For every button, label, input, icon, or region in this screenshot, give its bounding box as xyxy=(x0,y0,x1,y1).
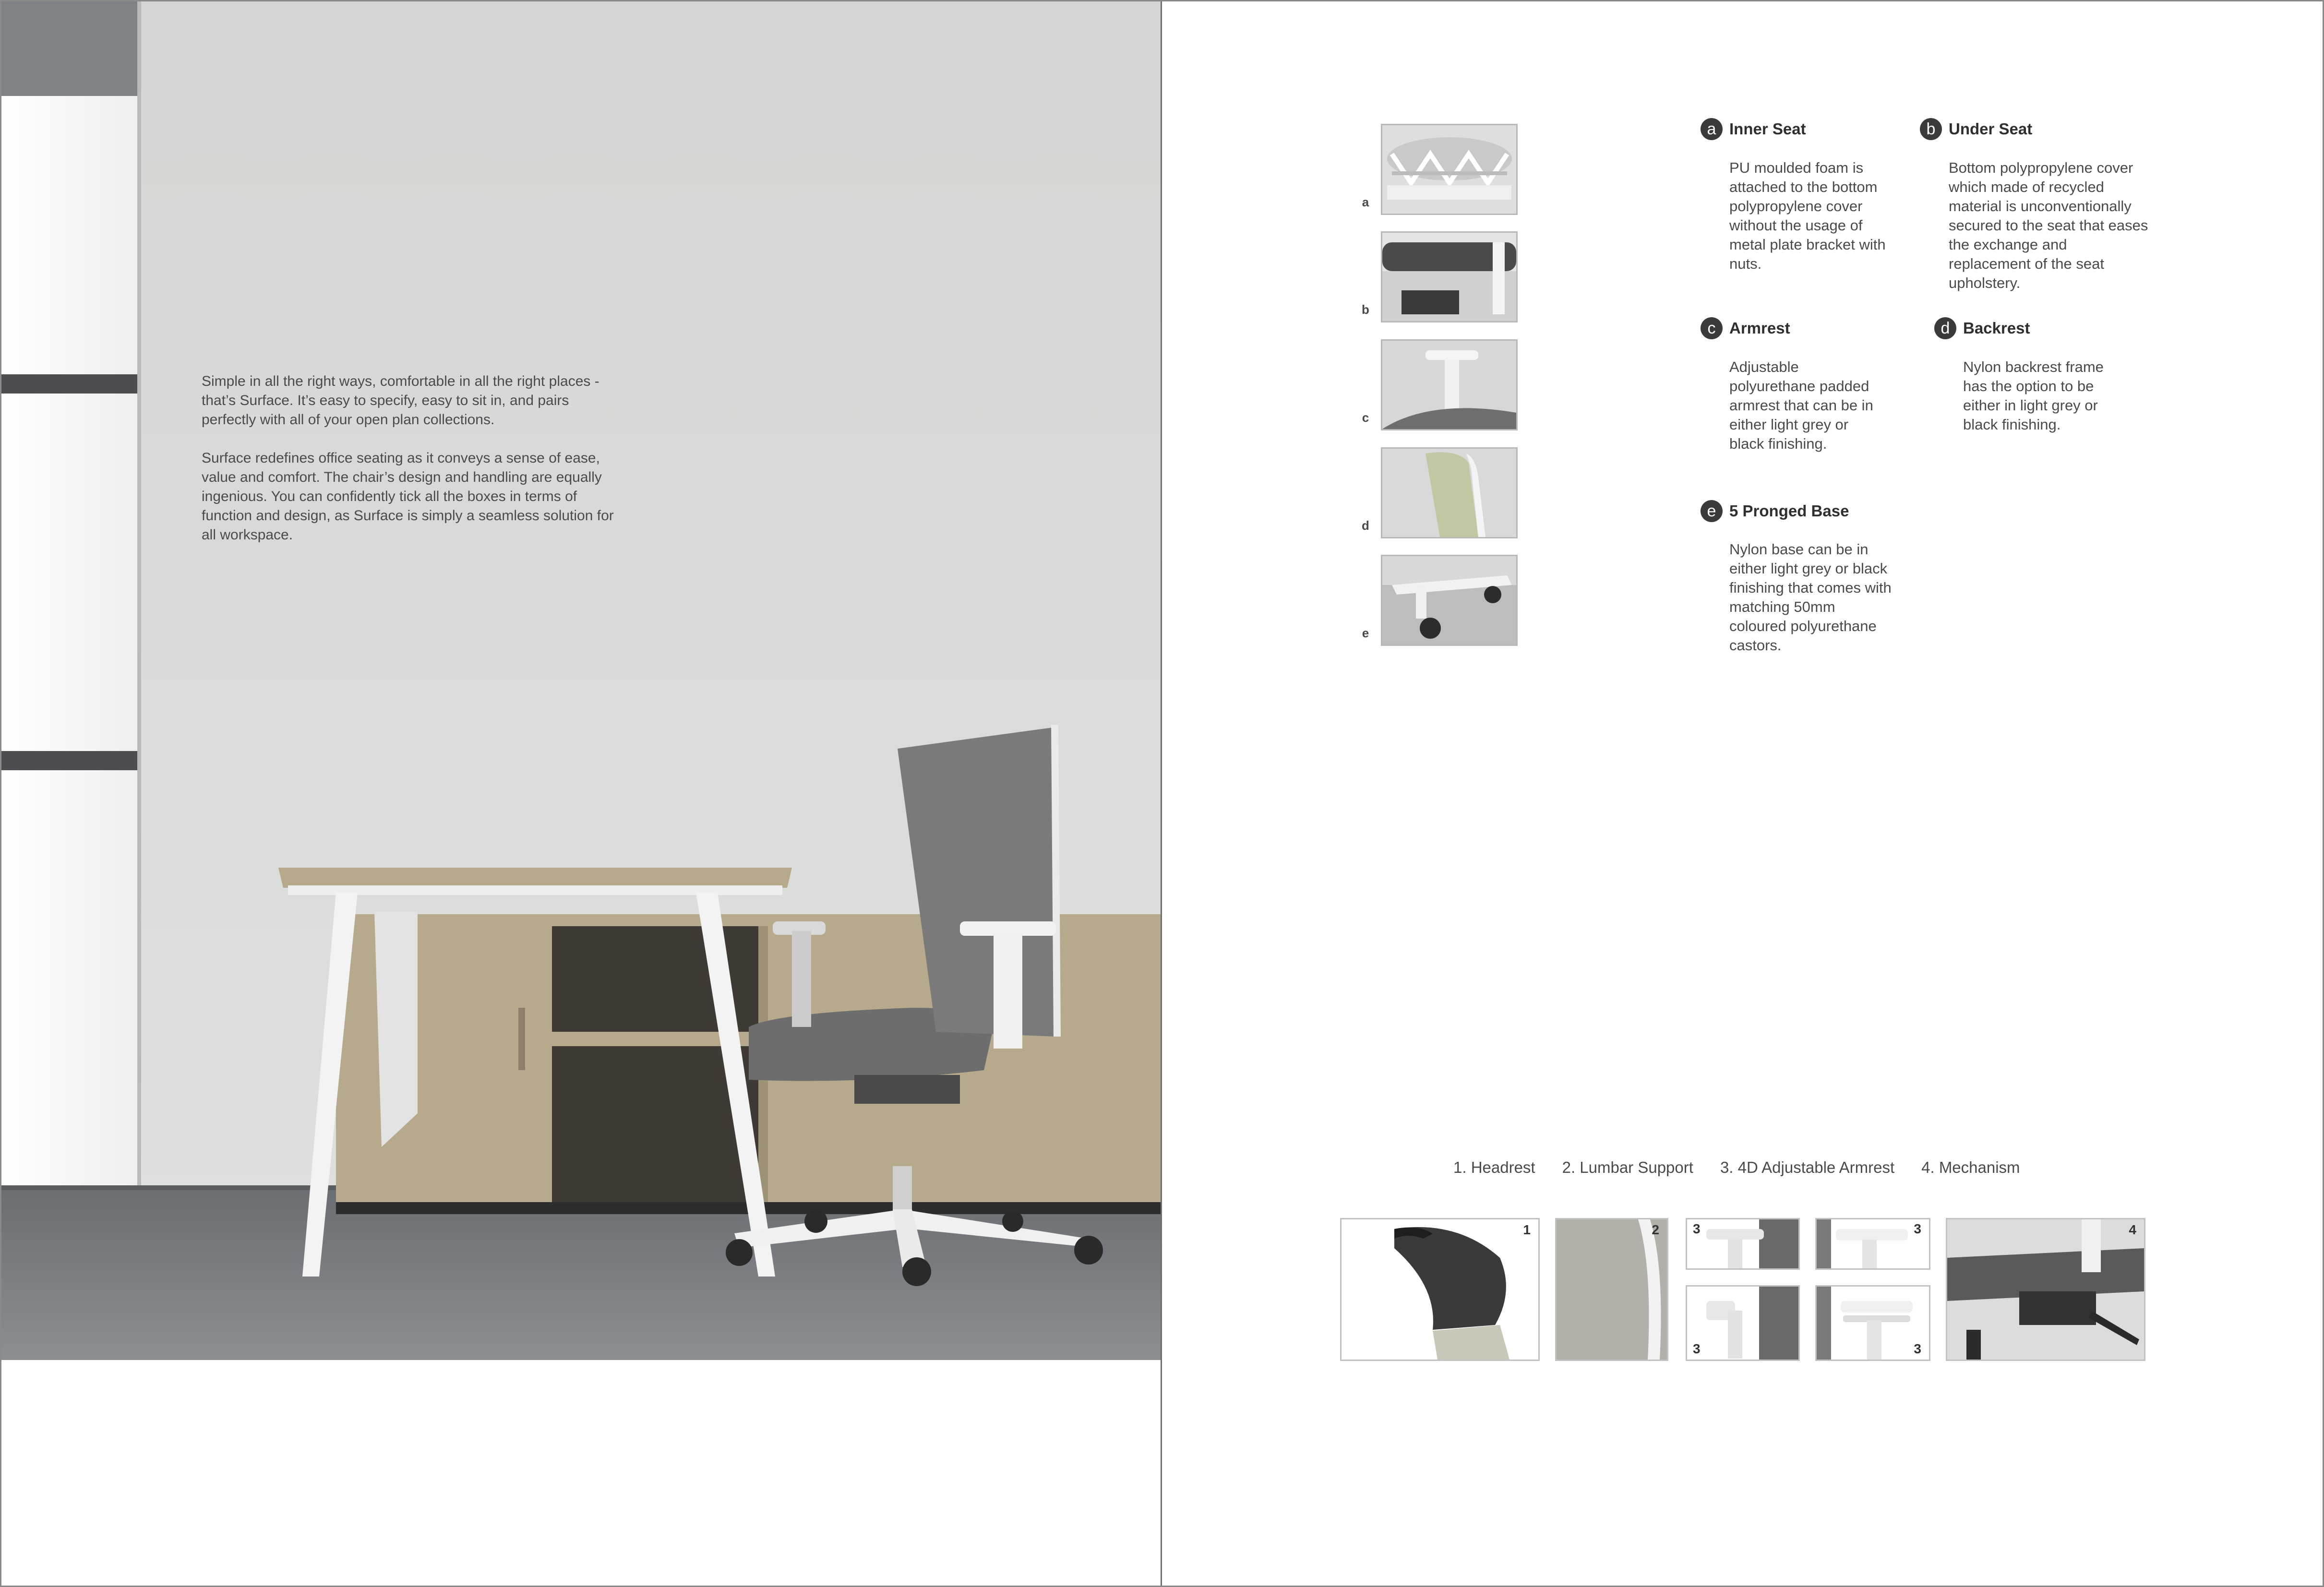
feature-backrest-text: Nylon backrest frame has the option to be either in light grey or black finishing. xyxy=(1963,358,2104,433)
feature-inner-seat-text: PU moulded foam is attached to the bottom polypropylene cover without the usage of metal plate bracket with nuts. xyxy=(1729,159,1886,272)
feature-inner-seat-heading xyxy=(1701,118,1806,140)
thumbnail-armrest xyxy=(1381,339,1518,430)
thumbnail-label: d xyxy=(1362,518,1369,533)
thumbnail-base xyxy=(1381,555,1518,646)
feature-armrest-text: Adjustable polyurethane padded armrest that can be in either light grey or black finishing. xyxy=(1729,358,1873,452)
feature-backrest-heading xyxy=(1934,317,2030,339)
caption-lumbar-support: 2. Lumbar Support xyxy=(1562,1158,1693,1176)
hero-photo xyxy=(0,0,1161,1360)
feature-under-seat-heading xyxy=(1920,118,2032,140)
thumbnail-label: c xyxy=(1362,410,1369,425)
letter-badge-icon: b xyxy=(1920,118,1942,140)
detail-armrest-3 xyxy=(1815,1218,1930,1270)
office-scene-illustration xyxy=(0,0,1161,1360)
detail-lumbar-support xyxy=(1555,1218,1668,1361)
feature-title: Backrest xyxy=(1963,319,2030,337)
letter-badge-icon: a xyxy=(1701,118,1723,140)
detail-armrest-2 xyxy=(1686,1285,1800,1361)
caption-armrest: 3. 4D Adjustable Armrest xyxy=(1720,1158,1895,1176)
backrest-photo-icon xyxy=(1382,449,1516,537)
caption-headrest: 1. Headrest xyxy=(1453,1158,1535,1176)
thumbnail-backrest xyxy=(1381,447,1518,538)
headrest-photo-icon xyxy=(1342,1219,1538,1360)
detail-captions xyxy=(1453,1158,2020,1177)
intro-paragraph-2: Surface redefines office seating as it conveys a sense of ease, value and comfort. The chair’s design and handling are equally ingenious. You can confidently tick all the boxes in terms of function and design, as Surface is simply a seamless solution for all workspace. xyxy=(202,450,614,543)
thumbnail-inner-seat xyxy=(1381,124,1518,215)
intro-paragraph-1: Simple in all the right ways, comfortable in all the right places - that’s Surface. It’s easy to specify, easy to sit in, and pairs perfectly with all of your open plan collections. xyxy=(202,373,599,428)
inner-seat-photo-icon xyxy=(1382,125,1516,214)
letter-badge-icon: e xyxy=(1701,500,1723,522)
detail-number: 3 xyxy=(1914,1221,1921,1236)
feature-armrest-heading xyxy=(1701,317,1790,339)
armrest-adjust-photo-icon xyxy=(1817,1287,1929,1360)
thumbnail-label: a xyxy=(1362,195,1369,209)
thumbnail-label: b xyxy=(1362,302,1369,317)
thumbnail-under-seat xyxy=(1381,231,1518,322)
detail-armrest-4 xyxy=(1815,1285,1930,1361)
letter-badge-icon: c xyxy=(1701,317,1723,339)
feature-base-text: Nylon base can be in either light grey or black finishing that comes with matching 50mm coloured polyurethane castors. xyxy=(1729,541,1892,654)
armrest-adjust-photo-icon xyxy=(1687,1219,1798,1268)
feature-under-seat-text: Bottom polypropylene cover which made of recycled material is unconventionally secured to the seat that eases the exchange and replacement of the seat upholstery. xyxy=(1949,159,2148,291)
detail-number: 3 xyxy=(1914,1341,1921,1356)
intro-text xyxy=(202,372,624,564)
thumbnail-label: e xyxy=(1362,626,1369,640)
detail-mechanism xyxy=(1946,1218,2145,1361)
under-seat-photo-icon xyxy=(1382,233,1516,321)
armrest-adjust-photo-icon xyxy=(1687,1287,1798,1360)
armrest-adjust-photo-icon xyxy=(1817,1219,1929,1268)
caption-mechanism: 4. Mechanism xyxy=(1921,1158,2020,1176)
letter-badge-icon: d xyxy=(1934,317,1956,339)
detail-number: 3 xyxy=(1693,1341,1701,1356)
feature-title: 5 Pronged Base xyxy=(1729,502,1849,520)
detail-number: 4 xyxy=(2129,1222,2136,1237)
detail-armrest-1 xyxy=(1686,1218,1800,1270)
mechanism-photo-icon xyxy=(1947,1219,2144,1360)
lumbar-support-photo-icon xyxy=(1557,1219,1667,1360)
base-photo-icon xyxy=(1382,556,1516,644)
spread-divider xyxy=(1161,0,1162,1587)
feature-title: Inner Seat xyxy=(1729,120,1806,138)
detail-headrest xyxy=(1340,1218,1540,1361)
detail-number: 1 xyxy=(1523,1222,1531,1237)
feature-title: Under Seat xyxy=(1949,120,2033,138)
feature-base-heading xyxy=(1701,500,1849,522)
detail-number: 3 xyxy=(1693,1221,1701,1236)
feature-title: Armrest xyxy=(1729,319,1790,337)
armrest-photo-icon xyxy=(1382,341,1516,429)
detail-number: 2 xyxy=(1652,1222,1659,1237)
